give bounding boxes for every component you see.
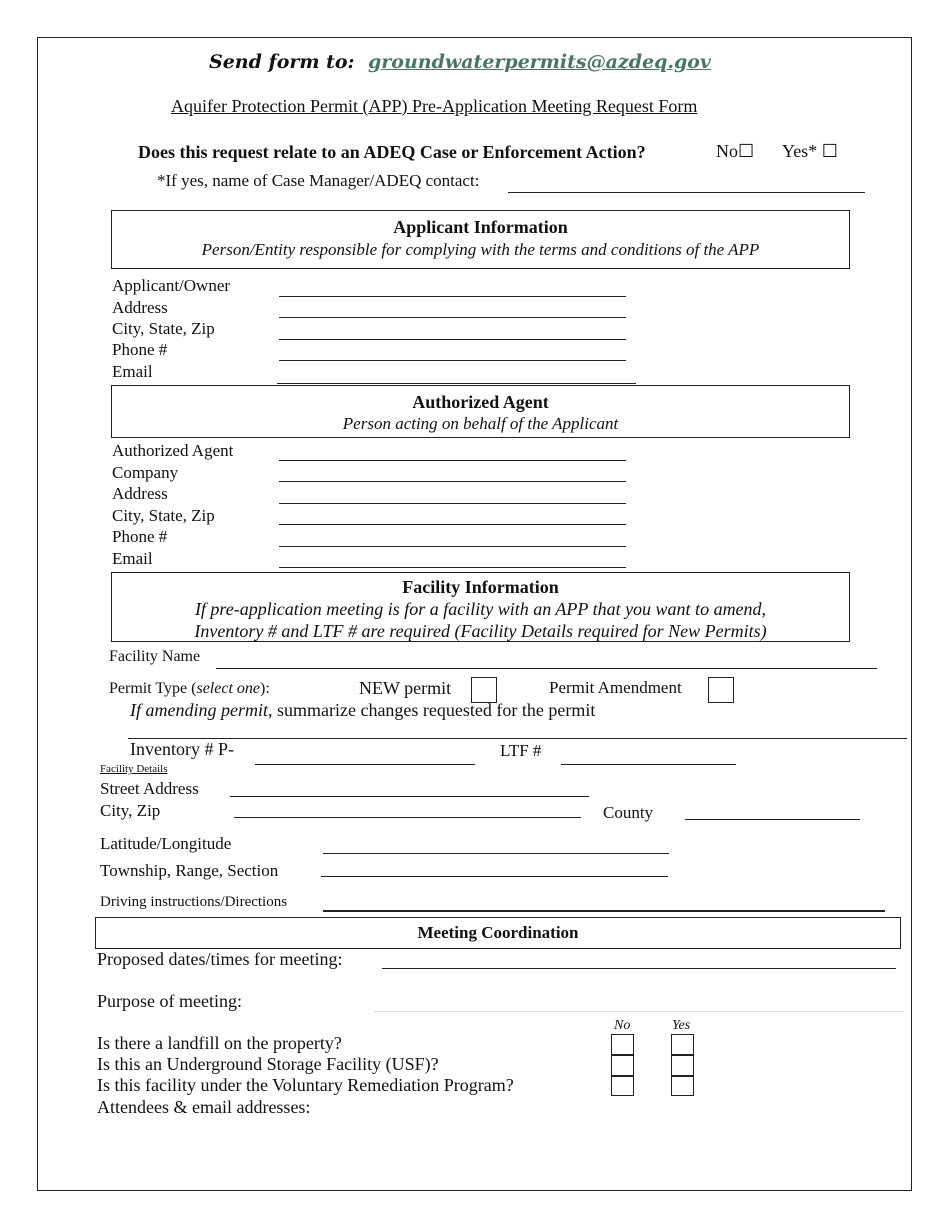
- proposed-dates-field[interactable]: [382, 968, 896, 969]
- facility-title: Facility Information: [402, 577, 559, 597]
- case-contact-field[interactable]: [508, 192, 865, 193]
- applicant-phone-field[interactable]: [279, 360, 626, 361]
- inventory-field[interactable]: [255, 764, 475, 765]
- ltf-field[interactable]: [561, 764, 736, 765]
- meeting-section-header: [95, 917, 901, 949]
- directions-label: Driving instructions/Directions: [100, 894, 288, 910]
- applicant-city-field[interactable]: [279, 339, 626, 340]
- agent-company-label: Company: [112, 463, 179, 482]
- facility-name-label: Facility Name: [109, 648, 201, 665]
- send-form-label: Send form to:: [209, 51, 355, 73]
- agent-email-label: Email: [112, 549, 153, 568]
- facility-details-label: Facility Details: [100, 763, 168, 775]
- facility-note-line2: Inventory # and LTF # are required (Facility Details required for New Permits): [194, 621, 767, 641]
- purpose-field[interactable]: [374, 1011, 904, 1012]
- yes-column-header: Yes: [672, 1018, 691, 1033]
- landfill-yes-checkbox[interactable]: [671, 1034, 694, 1055]
- ltf-label: LTF #: [500, 741, 542, 760]
- agent-city-label: City, State, Zip: [112, 506, 215, 525]
- usf-question: Is this an Underground Storage Facility (USF)?: [97, 1054, 439, 1074]
- vrp-yes-checkbox[interactable]: [671, 1076, 694, 1096]
- agent-company-field[interactable]: [279, 481, 626, 482]
- usf-yes-checkbox[interactable]: [671, 1055, 694, 1076]
- case-no-checkbox[interactable]: No☐: [716, 141, 755, 161]
- inventory-label: Inventory # P-: [130, 739, 234, 759]
- vrp-question: Is this facility under the Voluntary Remediation Program?: [97, 1075, 514, 1095]
- agent-name-field[interactable]: [279, 460, 626, 461]
- applicant-email-field[interactable]: [277, 383, 636, 384]
- agent-email-field[interactable]: [279, 567, 626, 568]
- applicant-phone-label: Phone #: [112, 340, 168, 359]
- agent-section-header: [111, 385, 850, 438]
- agent-city-field[interactable]: [279, 524, 626, 525]
- applicant-email-label: Email: [112, 362, 153, 381]
- meeting-title: Meeting Coordination: [417, 923, 579, 942]
- landfill-no-checkbox[interactable]: [611, 1034, 634, 1055]
- city-zip-field[interactable]: [234, 817, 581, 818]
- applicant-title: Applicant Information: [393, 217, 568, 237]
- case-question: Does this request relate to an ADEQ Case or Enforcement Action?: [138, 142, 646, 162]
- no-column-header: No: [614, 1018, 631, 1033]
- agent-name-label: Authorized Agent: [112, 441, 234, 460]
- applicant-address-label: Address: [112, 298, 168, 317]
- county-field[interactable]: [685, 819, 860, 820]
- usf-no-checkbox[interactable]: [611, 1055, 634, 1076]
- page-title: Aquifer Protection Permit (APP) Pre-Application Meeting Request Form: [171, 96, 698, 116]
- facility-name-field[interactable]: [216, 668, 877, 669]
- vrp-no-checkbox[interactable]: [611, 1076, 634, 1096]
- lat-long-label: Latitude/Longitude: [100, 834, 232, 853]
- lat-long-field[interactable]: [323, 853, 669, 854]
- township-label: Township, Range, Section: [100, 861, 279, 880]
- purpose-label: Purpose of meeting:: [97, 991, 242, 1011]
- agent-phone-field[interactable]: [279, 546, 626, 547]
- agent-phone-label: Phone #: [112, 527, 168, 546]
- agent-title: Authorized Agent: [412, 392, 549, 412]
- permit-amendment-label: Permit Amendment: [549, 678, 682, 697]
- city-zip-label: City, Zip: [100, 801, 161, 820]
- case-yes-checkbox[interactable]: Yes* ☐: [782, 141, 838, 161]
- applicant-section-header: [111, 210, 850, 269]
- street-address-field[interactable]: [230, 796, 589, 797]
- township-field[interactable]: [321, 876, 668, 877]
- applicant-city-label: City, State, Zip: [112, 319, 215, 338]
- proposed-dates-label: Proposed dates/times for meeting:: [97, 949, 343, 969]
- agent-address-field[interactable]: [279, 503, 626, 504]
- attendees-label: Attendees & email addresses:: [97, 1097, 311, 1117]
- applicant-owner-field[interactable]: [279, 296, 626, 297]
- amend-summary-label: If amending permit, summarize changes requested for the permit: [130, 700, 596, 720]
- directions-field[interactable]: [323, 910, 885, 912]
- street-address-label: Street Address: [100, 779, 199, 798]
- landfill-question: Is there a landfill on the property?: [97, 1033, 342, 1053]
- permit-type-label: Permit Type (select one):: [109, 680, 270, 697]
- facility-note-line1: If pre-application meeting is for a facility with an APP that you want to amend,: [194, 599, 767, 619]
- applicant-owner-label: Applicant/Owner: [112, 276, 231, 295]
- new-permit-label: NEW permit: [359, 678, 452, 698]
- agent-address-label: Address: [112, 484, 168, 503]
- amend-summary-field[interactable]: [128, 738, 907, 739]
- applicant-address-field[interactable]: [279, 317, 626, 318]
- case-contact-label: *If yes, name of Case Manager/ADEQ contact:: [157, 171, 480, 190]
- permit-amendment-checkbox[interactable]: [708, 677, 734, 703]
- facility-section-header: [111, 572, 850, 642]
- agent-subtitle: Person acting on behalf of the Applicant: [342, 414, 619, 433]
- county-label: County: [603, 803, 654, 822]
- email-link[interactable]: groundwaterpermits@azdeq.gov: [368, 51, 711, 73]
- applicant-subtitle: Person/Entity responsible for complying with the terms and conditions of the APP: [201, 240, 760, 259]
